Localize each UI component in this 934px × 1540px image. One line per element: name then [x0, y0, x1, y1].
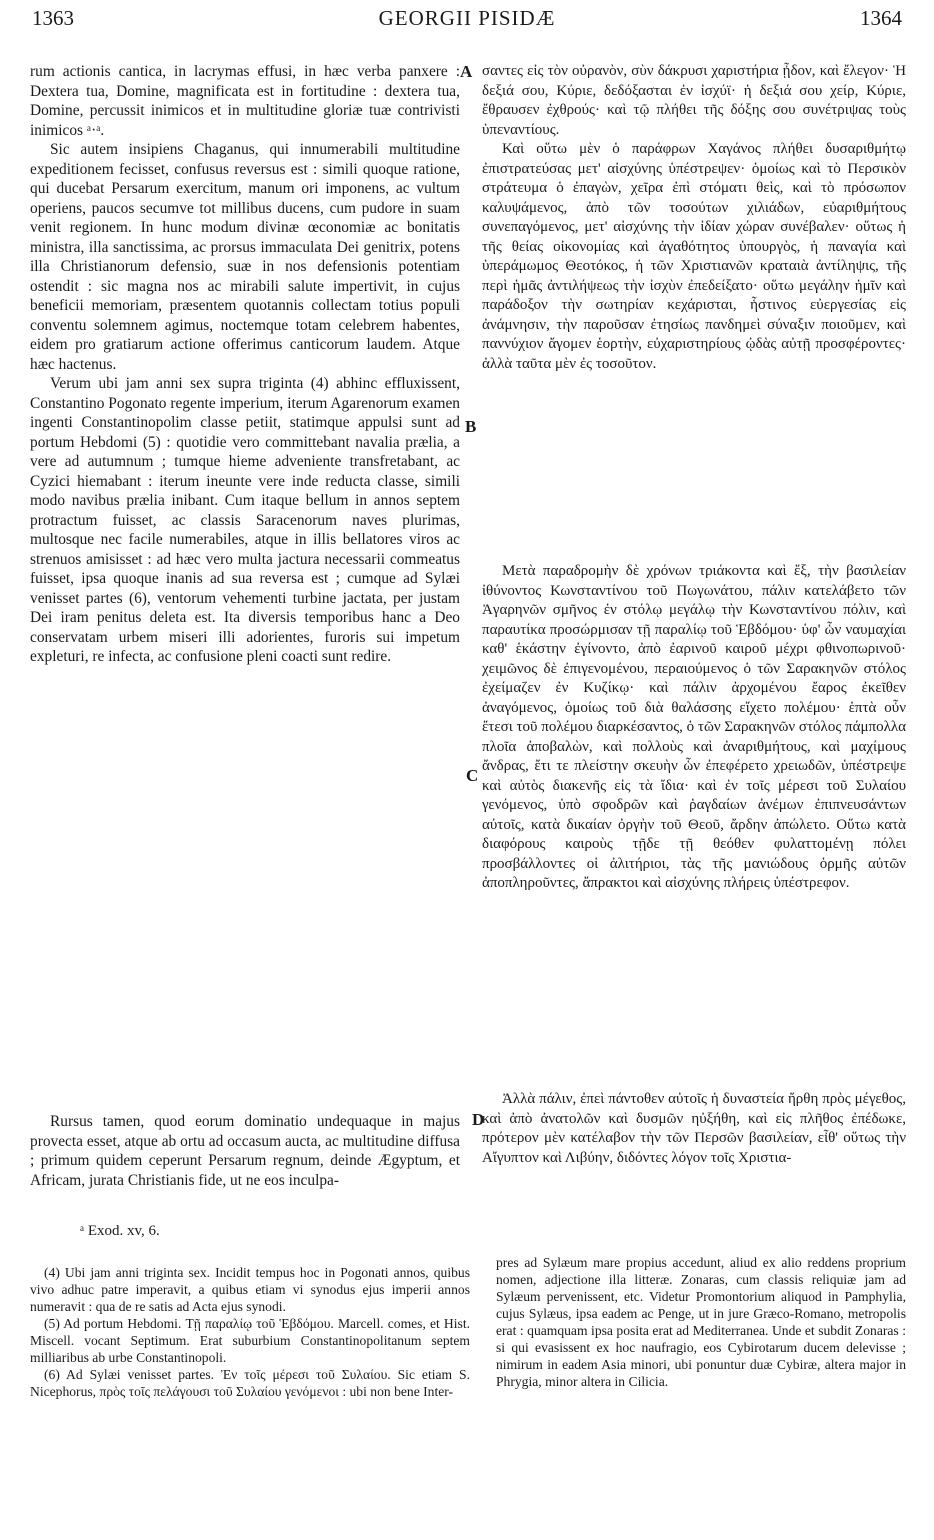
- greek-column-middle: [482, 562, 906, 894]
- greek-column-bottom: [482, 1090, 906, 1168]
- page-header: [32, 6, 902, 36]
- latin-paragraph-3: Verum ubi jam anni sex supra triginta (4) abhinc effluxissent, Constantino Pogonato regente imperium, iterum Agarenorum examen ingenti Constantinopolim classe petiit, statimque appulsi sunt ad portum Hebdomi (5) : quotidie vero committebant navalia prælia, a vere ad autumnum ; tumque hieme adveniente transfretabant, ac Cyzici hiemabant : iterum ineunte vere inde reducta classe, simili modo navibus prælia inibant. Cum itaque bellum in annos septem protractum fuisset, ac classis Saracenorum naves plurimas, multosque nec facile numerabiles, atque in illis bellatores viros ac strenuos amisisset : ad hæc vero multa jactura necessarii commeatus fuisset, ipsa quoque inanis ad sua reversa est ; cumque ad Sylæi venisset partes (6), ventorum vehementi turbine jactata, per justam Dei iram penitus deleta est. Ita diversis temporibus hanc a Deo conservatam urbem miseri illi adorientes, furoris sui impetum expleturi, re infecta, ac confusione pleni coacti sunt redire.: [30, 375, 460, 665]
- right-page-number: 1364: [860, 6, 902, 30]
- greek-column: [482, 62, 906, 374]
- greek-paragraph-2: Καὶ οὕτω μὲν ὁ παράφρων Χαγάνος πλήθει δυσαριθμήτῳ ἐπιστρατεύσας μετ' αἰσχύνης ὑπέστρεψεν· ὁμοίως καὶ τὸ Περσικὸν στράτευμα ὁ ἐπαγὼν, χεῖρα ἐπὶ στόματι θεὶς, καὶ τὸ πρόσωπον καλυψάμενος, ἀπὸ τῶν τοσούτων χιλιάδων, εὐαριθμήτους συνεπαγόμενος, μετ' αἰσχύνης τὴν ἰδίαν χώραν συνέβαλεν· οὕτως ἡ τῆς θείας οἰκονομίας καὶ ἀγαθότητος ὑπουργὸς, ἡ παναγία καὶ ὑπεράμωμος Θεοτόκος, ἡ τῶν Χριστιανῶν κραταιὰ ἀντίληψις, τῆς περὶ ἡμᾶς ἀντιλήψεως τὴν ἰσχὺν ἐπεδείξατο· οὕτω μεγάλην ἡμῖν καὶ παράδοξον τὴν σωτηρίαν κεχάρισται, ἧστινος εὐεργεσίας εἰς ἀνάμνησιν, τὴν παροῦσαν ἐτησίως πανδημεὶ σύναξιν ποιοῦμεν, καὶ παννύχιον ἄγομεν ἑορτὴν, εὐχαριστηρίους ᾠδὰς αὐτῇ προσφέροντες· ἀλλὰ ταῦτα μὲν ἐς τοσοῦτον.: [482, 141, 906, 372]
- note-4: (4) Ubi jam anni triginta sex. Incidit tempus hoc in Pogonati annos, quibus vivo adhuc patre imperavit, a quibus etiam vi synodus ejus imperii annos numeravit : qua de re satis ad Acta ejus synodi.: [30, 1265, 470, 1314]
- footnote-reference: ᵃ Exod. xv, 6.: [80, 1223, 160, 1239]
- notes-right-column: [496, 1254, 906, 1390]
- margin-letter-c: C: [466, 766, 479, 785]
- latin-column-continued: [30, 1112, 460, 1190]
- margin-letter-d: D: [472, 1110, 485, 1129]
- note-5: (5) Ad portum Hebdomi. Τῇ παραλίῳ τοῦ Ἑβδόμου. Marcell. comes, et Hist. Miscell. vocant Septimum. Erat suburbium Constantinopolitanum septem milliaribus ab urbe Constantinopoli.: [30, 1316, 470, 1365]
- running-title: GEORGII PISIDÆ: [378, 6, 556, 30]
- greek-paragraph-1: σαντες εἰς τὸν οὐρανὸν, σὺν δάκρυσι χαριστήρια ᾖδον, καὶ ἔλεγον· Ἡ δεξιά σου, Κύριε, δεδόξασται ἐν ἰσχύϊ· ἡ δεξιά σου χείρ, Κύριε, ἔθραυσεν ἐχθρούς· καὶ τῷ πλήθει τῆς δόξης σου συνέτριψας τοὺς ὑπεναντίους.: [482, 63, 906, 138]
- note-6: (6) Ad Sylæi venisset partes. Ἐν τοῖς μέρεσι τοῦ Συλαίου. Sic etiam S. Nicephorus, πρὸς τοῖς πελάγουσι τοῦ Συλαίου γενόμενοι : ubi non bene Inter-: [30, 1367, 470, 1399]
- latin-paragraph-2: Sic autem insipiens Chaganus, qui innumerabili multitudine expeditionem fecisset, confusus reversus est : simili quoque ratione, qui ducebat Persarum exercitum, manum ori imponens, ac vultum operiens, paucos secumve tot millibus ducens, cum pudore in suam venit regionem. In hunc modum divinæ œconomiæ ac bonitatis ministra, illa sanctissima, ac prorsus immaculata Dei genitrix, potens illa Christianorum defensio, suæ in nos defensionis potentiam ostendit : sic magna nos ac mirabili salute impertivit, in cujus beneficii memoriam, præsentem quotannis collectam totius populi conventu solemnem agimus, noctemque totam celebrem habentes, eidem pro gratiarum actione offerimus canticorum laudem. Atque hæc hactenus.: [30, 141, 460, 373]
- latin-paragraph-4: Rursus tamen, quod eorum dominatio undequaque in majus provecta esset, atque ab ortu ad occasum aucta, ac multitudine diffusa ; primum quidem ceperunt Persarum regnum, deinde Ægyptum, et Africam, jurata Christianis fide, ut ne eos inculpa-: [30, 1113, 460, 1189]
- margin-letter-a: A: [460, 62, 473, 81]
- latin-paragraph-1: rum actionis cantica, in lacrymas effusi, in hæc verba panxere : Dextera tua, Domine, magnificata est in fortitudine : dextera tua, Domine, percussit inimicos et in multitudine gloriæ tuæ contrivisti inimicos ᵃ·ᵃ.: [30, 63, 460, 139]
- latin-column: [30, 62, 460, 667]
- greek-paragraph-3: Μετὰ παραδρομὴν δὲ χρόνων τριάκοντα καὶ ἕξ, τὴν βασιλείαν ἰθύνοντος Κωνσταντίνου τοῦ Πωγωνάτου, πάλιν κατελάβετο τῶν Ἀγαρηνῶν σμῆνος ἐν στόλῳ μεγάλῳ τὴν Κωνσταντίνου πόλιν, καὶ παραυτίκα προσώρμισαν τῇ παραλίῳ τοῦ Ἑβδόμου· ὑφ' ὧν ναυμαχίαι καθ' ἑκάστην ἐγίνοντο, ἀπὸ ἐαρινοῦ καιροῦ μέχρι φθινοπωρινοῦ· χειμῶνος δὲ ἐπιγενομένου, περαιούμενος ὁ τῶν Σαρακηνῶν στόλος ἐχείμαζεν ἐν Κυζίκῳ· καὶ πάλιν ἀρχομένου ἔαρος ἐκεῖθεν ἀναγόμενος, ὁμοίως τοῦ διὰ θαλάσσης εἴχετο πολέμου· ἑπτὰ οὖν ἔτεσι τοῦ πολέμου διαρκέσαντος, ὁ τῶν Σαρακηνῶν στόλος πάμπολλα πλοῖα ἀποβαλὼν, καὶ πολλοὺς καὶ ἀναριθμήτους, καὶ μαχίμους ἄνδρας, ἔτι τε πλείστην σκευὴν ὧν ἐπεφέρετο χρειωδῶν, ὑπέστρεψε καὶ αὐτὸς διακενῆς εἰς τὰ ἴδια· καὶ ἐν τοῖς μέρεσι τοῦ Συλαίου γενόμενος, ὑπὸ σφοδρῶν καὶ ῥαγδαίων ἀνέμων ἐπιπνευσάντων αὐτοῖς, κατὰ δικαίαν ὀργὴν τοῦ Θεοῦ, ἄρδην ἀπώλετο. Οὕτω κατὰ διαφόρους καιροὺς τῇδε τῇ θεόθεν φυλαττομένῃ πόλει προσβάλλοντες οἱ ἀλιτήριοι, τὰς τῆς μανιώδους ὁρμῆς αὐτῶν ἀποπληροῦντες, ἄπρακτοι καὶ αἰσχύνης πλήρεις ὑπέστρεφον.: [482, 563, 906, 891]
- margin-letter-b: B: [465, 417, 477, 436]
- note-6-continued: pres ad Sylæum mare propius accedunt, aliud ex alio reddens proprium nomen, adjectione illa litteræ. Zonaras, cum classis reliquiæ jam ad Sylæum pervenissent, etc. Videtur Promontorium aliquod in Pamphylia, cujus Sylæus, ipsa eadem ac Penge, ut in jure Græco-Romano, metropolis erat : quamquam ipsa posita erat ad Mediterranea. Unde et subdit Zonaras : si qui evasissent ex hoc naufragio, eos Cybirotarum ducem delevisse ; nimirum in eadem Asia minori, ubi ponuntur duæ Cybiræ, altera major in Phrygia, minor altera in Cilicia.: [496, 1255, 906, 1389]
- greek-paragraph-4: Ἀλλὰ πάλιν, ἐπεὶ πάντοθεν αὐτοῖς ἡ δυναστεία ἤρθη πρὸς μέγεθος, καὶ ἀπὸ ἀνατολῶν καὶ δυσμῶν ηὐξήθη, καὶ εἰς πλῆθος ἐπέδωκε, πρότερον μὲν κατέλαβον τὴν τῶν Περσῶν βασιλείαν, εἶθ' οὕτως τὴν Αἴγυπτον καὶ Λιβύην, διδόντες λόγον τοῖς Χριστια-: [482, 1091, 906, 1166]
- notes-left-column: [30, 1264, 470, 1400]
- left-page-number: 1363: [32, 6, 74, 30]
